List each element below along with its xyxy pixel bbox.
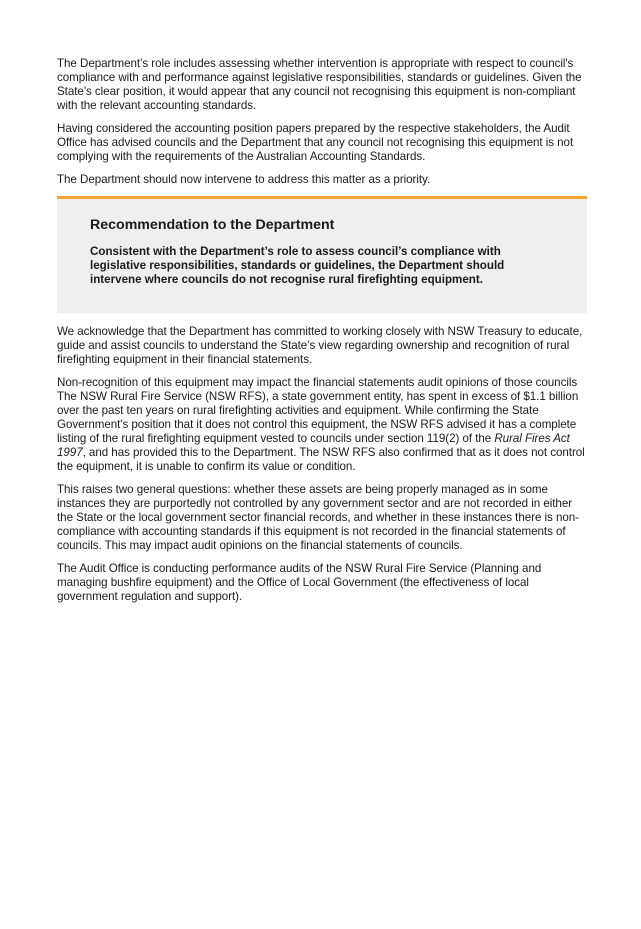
paragraph-performance-audits: The Audit Office is conducting performance audits of the NSW Rural Fire Service (Planning and managing bushfire equipment) and the Office of Local Government (the effectiveness of local government regulation and support). <box>57 562 542 603</box>
paragraph-accounting-position: Having considered the accounting position papers prepared by the respective stakeholders, the Audit Office has advised councils and the Department that any council not recognising this equipment is not complying with the requirements of the Australian Accounting Standards. <box>57 122 574 163</box>
act-name: Rural Fires Act 1997 <box>57 432 570 459</box>
paragraph-rfs <box>57 376 587 474</box>
recommendation-title: Recommendation to the Department <box>90 217 335 233</box>
recommendation-box <box>57 196 587 313</box>
paragraph-rfs-part1: Non-recognition of this equipment may impact the financial statements audit opinions of those councils The NSW Rural Fire Service (NSW RFS), a state government entity, has spent in excess of $1.1 billion over the past ten years on rural firefighting activities and equipment. While confirming the State Government's position that it does not control this equipment, the NSW RFS advised it has a complete listing of the rural firefighting equipment vested to councils under section 119(2) of the <box>57 376 579 445</box>
document-body <box>57 57 587 613</box>
paragraph-intervene-priority: The Department should now intervene to address this matter as a priority. <box>57 173 431 186</box>
paragraph-treasury: We acknowledge that the Department has committed to working closely with NSW Treasury to educate, guide and assist councils to understand the State’s view regarding ownership and recognition of rural firefighting equipment in their financial statements. <box>57 325 583 366</box>
recommendation-body: Consistent with the Department’s role to assess council’s compliance with legislative responsibilities, standards or guidelines, the Department should intervene where councils do not recognise rural firefighting equipment. <box>90 245 505 286</box>
paragraph-two-questions: This raises two general questions: whether these assets are being properly managed as in some instances they are purportedly not controlled by any government sector and are not recorded in either the State or the local government sector financial records, and whether in these instances there is non-compliance with accounting standards if this equipment is not recorded in the financial statements of councils. This may impact audit opinions on the financial statements of councils. <box>57 483 579 552</box>
paragraph-department-role: The Department’s role includes assessing whether intervention is appropriate with respect to council's compliance with and performance against legislative responsibilities, standards or guidelines. Given the State's clear position, it would appear that any council not recognising this equipment is non-compliant with the relevant accounting standards. <box>57 57 582 112</box>
paragraph-rfs-part2: , and has provided this to the Department. The NSW RFS also confirmed that as it does not control the equipment, it is unable to confirm its value or condition. <box>57 446 585 473</box>
